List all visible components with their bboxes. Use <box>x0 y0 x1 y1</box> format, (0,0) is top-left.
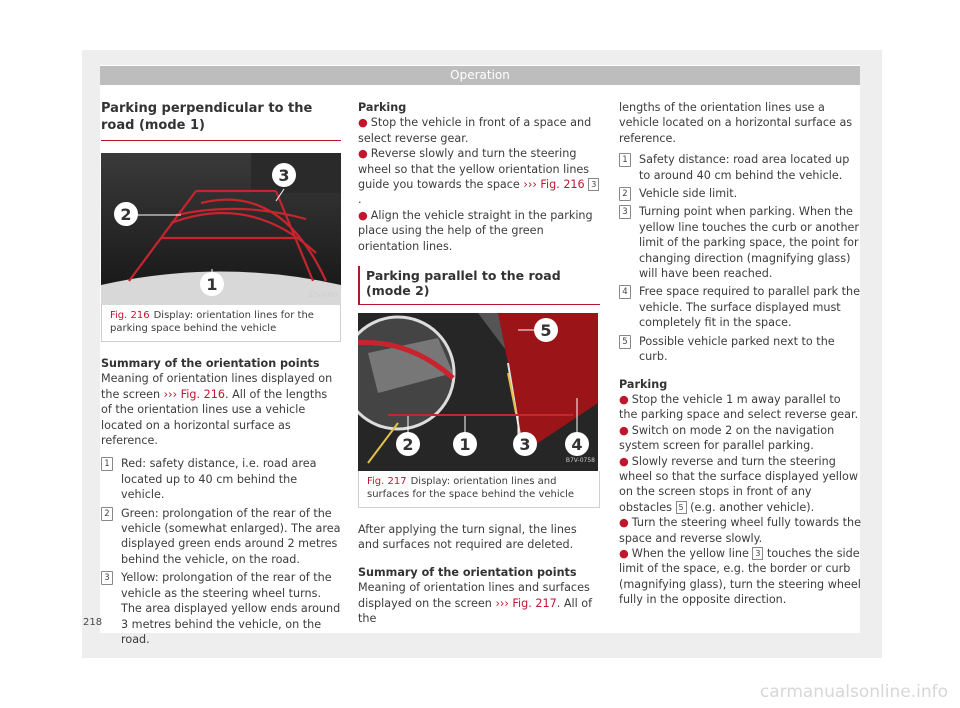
page-number: 218 <box>83 617 103 628</box>
column-3 <box>619 100 861 608</box>
figure-216-marker-1 <box>200 272 224 296</box>
svg-text:1: 1 <box>459 434 471 454</box>
bullet-item: ● Switch on mode 2 on the navigation system screen for parallel parking. <box>619 423 835 453</box>
figure-216-marker-2 <box>114 202 138 226</box>
bullet-item: ● Reverse slowly and turn the steering wheel so that the yellow orientation lines guide you towards the space ››› Fig. 216 3. <box>358 146 600 208</box>
summary-intro: Meaning of orientation lines and surfaces displayed on the screen ››› Fig. 217. All of the <box>358 581 593 625</box>
figure-reference-link[interactable]: Fig. 216 <box>540 178 585 192</box>
figure-217-image <box>358 313 598 471</box>
list-item: 5 Possible vehicle parked next to the curb. <box>619 334 861 365</box>
figure-reference-link[interactable]: Fig. 217 <box>512 596 557 610</box>
svg-text:5: 5 <box>540 320 552 340</box>
bullet-item: ● Stop the vehicle 1 m away parallel to the parking space and select reverse gear. <box>619 392 859 422</box>
figure-217-caption <box>358 471 600 508</box>
svg-text:3: 3 <box>278 166 290 185</box>
figure-code: B7V-0757 <box>308 291 338 299</box>
figure-216-caption <box>101 305 341 342</box>
summary-title: Summary of the orientation points <box>101 357 320 370</box>
caption-text: Display: orientation lines for the parking space behind the vehicle <box>110 310 314 334</box>
bullet-item: ● Slowly reverse and turn the steering wheel so that the surface displayed yellow on the screen stops in front of any obstacles 5 (e.g. another vehicle). <box>619 454 858 514</box>
figure-reference-link[interactable]: Fig. 216 <box>180 387 225 401</box>
bullet-item: ● Stop the vehicle in front of a space and select reverse gear. <box>358 116 592 145</box>
list-item: 3 Yellow: prolongation of the rear of the vehicle as the steering wheel turns. The area displayed yellow ends around 3 metres behind the vehicle, on the road. <box>101 570 341 647</box>
figure-217-marker-5 <box>534 318 558 342</box>
bullet-item: ● Turn the steering wheel fully towards the space and reverse slowly. <box>619 516 861 545</box>
figure-216-marker-3 <box>272 163 296 187</box>
column-1 <box>101 100 341 647</box>
svg-text:2: 2 <box>402 434 414 454</box>
list-item: 3 Turning point when parking. When the yellow line touches the curb or another limit of the parking space, the point for changing direction (magnifying glass) will have been reached. <box>619 204 861 281</box>
parking-title: Parking <box>358 101 407 114</box>
figure-label: Fig. 217 <box>367 475 407 487</box>
list-item: 1 Safety distance: road area located up to around 40 cm behind the vehicle. <box>619 152 861 183</box>
caption-text: Display: orientation lines and surfaces for the space behind the vehicle <box>367 475 575 500</box>
summary-title: Summary of the orientation points <box>358 565 577 579</box>
figure-code: B7V-0758 <box>565 457 595 465</box>
parking-title: Parking <box>619 377 668 391</box>
figure-217-marker-3 <box>513 432 537 456</box>
section-heading-2: Parking parallel to the road (mode 2) <box>358 266 600 305</box>
svg-text:3: 3 <box>519 434 531 454</box>
heading-block <box>101 100 341 141</box>
section-header: Operation <box>100 66 860 85</box>
svg-text:2: 2 <box>120 205 132 224</box>
list-item: 1 Red: safety distance, i.e. road area located up to 40 cm behind the vehicle. <box>101 456 341 502</box>
svg-text:4: 4 <box>571 434 583 454</box>
paragraph: lengths of the orientation lines use a vehicle located on a horizontal surface as reference. <box>619 101 853 145</box>
paragraph: After applying the turn signal, the lines and surfaces not required are deleted. <box>358 522 577 552</box>
section-heading: Parking perpendicular to the road (mode 1) <box>101 101 313 133</box>
list-item: 2 Green: prolongation of the rear of the vehicle (somewhat enlarged). The area displayed green ends around 2 metres behind the vehicle, on the road. <box>101 506 341 568</box>
bullet-item: ● When the yellow line 3 touches the side limit of the space, e.g. the border or curb (magnifying glass), turn the steering wheel fully in the opposite direction. <box>619 546 861 607</box>
summary-intro: Meaning of orientation lines displayed on the screen ››› Fig. 216. All of the lengths of the orientation lines use a vehicle located on a horizontal surface as reference. <box>101 372 333 448</box>
column-2 <box>358 100 600 626</box>
bullet-item: ● Align the vehicle straight in the parking place using the help of the green orientation lines. <box>358 208 593 253</box>
svg-text:1: 1 <box>206 275 218 294</box>
figure-216-image <box>101 153 341 305</box>
figure-217-marker-4 <box>565 432 589 456</box>
watermark: carmanualsonline.info <box>759 682 948 702</box>
list-item: 4 Free space required to parallel park the vehicle. The surface displayed must completely fit in the space. <box>619 284 861 330</box>
figure-217-marker-2 <box>396 432 420 456</box>
figure-217-marker-1 <box>453 432 477 456</box>
list-item: 2 Vehicle side limit. <box>619 186 861 201</box>
figure-label: Fig. 216 <box>110 310 150 321</box>
